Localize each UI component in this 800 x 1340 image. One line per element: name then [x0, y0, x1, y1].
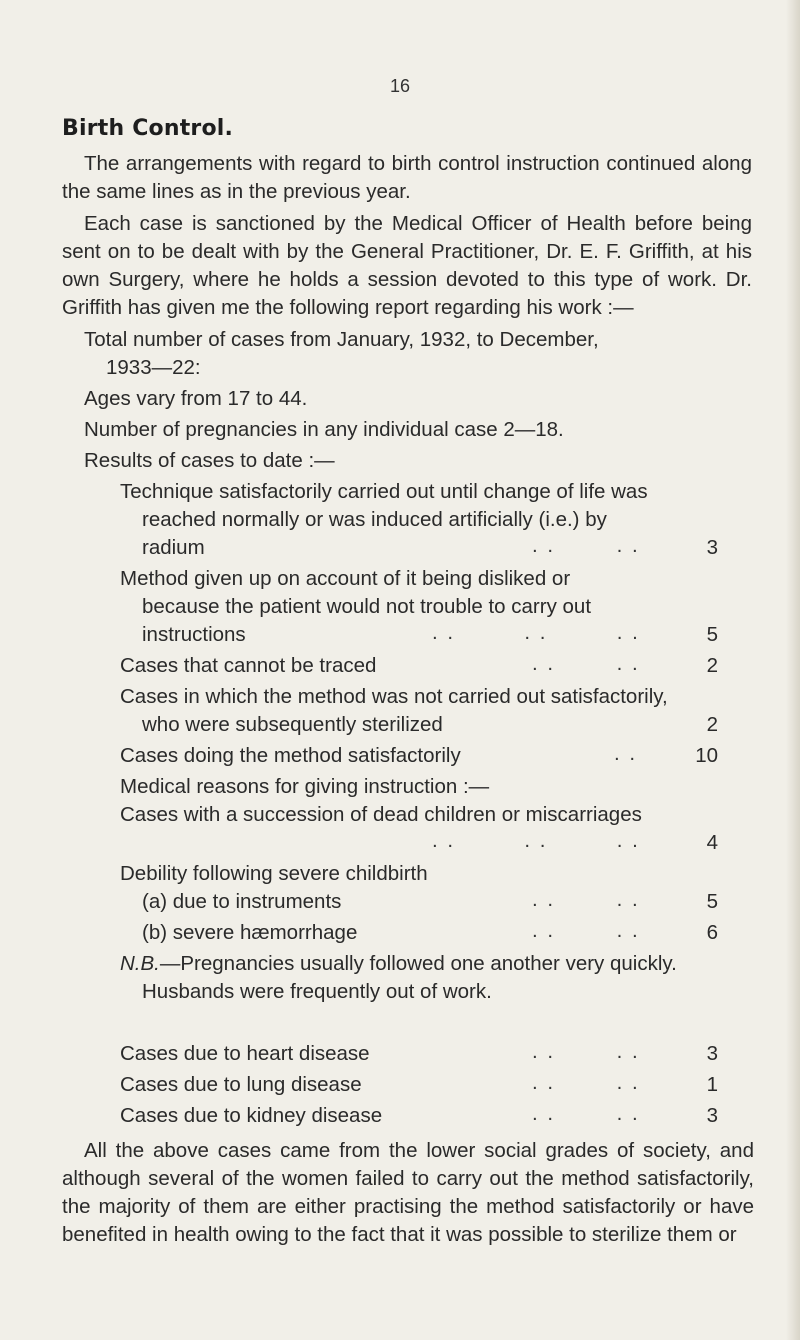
- leader-dots: . . . .: [532, 1102, 640, 1125]
- heart-value: 3: [706, 1042, 718, 1065]
- ages-line: Ages vary from 17 to 44.: [84, 387, 308, 410]
- closing-paragraph: All the above cases came from the lower social grades of society, and although several of the women failed to carry out the method satisfactorily, the majority of them are either practising the method satisfactorily or have benefited in health owing to the fact that it was possible to sterilize them or: [62, 1139, 754, 1246]
- result-sterilized-text: Cases in which the method was not carried out satisfactorily, who were subsequently sterilized: [120, 685, 668, 736]
- result-method-given-up-text: Method given up on account of it being disliked or because the patient would not trouble to carry out instructions: [120, 567, 592, 646]
- heart-text: Cases due to heart disease: [120, 1042, 370, 1065]
- results-heading: Results of cases to date :—: [84, 449, 335, 472]
- result-technique-text: Technique satisfactorily carried out until change of life was reached normally or was induced artificially (i.e.) by radium: [120, 480, 648, 559]
- section-heading: Birth Control.: [62, 116, 234, 141]
- succession-text: Cases with a succession of dead children or miscarriages: [120, 803, 642, 826]
- leader-dots: . . . .: [532, 888, 640, 911]
- result-sterilized-value: 2: [706, 713, 718, 736]
- result-method-given-up-value: 5: [706, 623, 718, 646]
- leader-dots: . . . .: [532, 1071, 640, 1094]
- result-untraced-value: 2: [706, 654, 718, 677]
- total-cases-line-2: 1933—22:: [106, 356, 201, 379]
- succession-value: 4: [706, 831, 718, 854]
- nb-label: N.B.: [120, 952, 160, 975]
- leader-dots: . . . .: [532, 919, 640, 942]
- leader-dots: . . . . . .: [432, 621, 640, 644]
- debility-heading: Debility following severe childbirth: [120, 862, 428, 885]
- leader-dots: . . . .: [532, 652, 640, 675]
- result-technique-value: 3: [706, 536, 718, 559]
- intro-paragraph: The arrangements with regard to birth control instruction continued along the same lines as in the previous year.: [62, 152, 752, 203]
- nb-text: —Pregnancies usually followed one another very quickly. Husbands were frequently out of work.: [142, 952, 677, 1003]
- result-satisfactory-value: 10: [695, 744, 718, 767]
- leader-dots: . . . .: [532, 1040, 640, 1063]
- result-sterilized: [120, 683, 680, 739]
- result-untraced-text: Cases that cannot be traced: [120, 654, 377, 677]
- sanction-paragraph: Each case is sanctioned by the Medical Officer of Health before being sent on to be dealt with by the General Practitioner, Dr. E. F. Griffith, at his own Surgery, where he holds a session devoted to this type of work. Dr. Griffith has given me the following report regarding his work :—: [62, 212, 752, 319]
- result-satisfactory: [120, 742, 700, 770]
- debility-a-text: (a) due to instruments: [142, 890, 342, 913]
- leader-dots: . . . . . .: [432, 829, 640, 852]
- succession-entry: [120, 801, 680, 829]
- debility-b-text: (b) severe hæmorrhage: [142, 921, 358, 944]
- lung-value: 1: [706, 1073, 718, 1096]
- leader-dots: . .: [614, 742, 638, 765]
- kidney-value: 3: [706, 1104, 718, 1127]
- nb-note: [120, 950, 680, 1006]
- scan-edge-shadow: [786, 0, 800, 1340]
- lung-text: Cases due to lung disease: [120, 1073, 362, 1096]
- leader-dots: . . . .: [532, 534, 640, 557]
- debility-a-value: 5: [706, 890, 718, 913]
- page-number: 16: [389, 76, 411, 96]
- debility-b-value: 6: [706, 921, 718, 944]
- pregnancies-line: Number of pregnancies in any individual case 2—18.: [84, 418, 564, 441]
- kidney-text: Cases due to kidney disease: [120, 1104, 383, 1127]
- medical-reasons-heading: Medical reasons for giving instruction :—: [120, 775, 490, 798]
- total-cases-line-1: Total number of cases from January, 1932, to December,: [84, 328, 599, 351]
- result-satisfactory-text: Cases doing the method satisfactorily: [120, 744, 461, 767]
